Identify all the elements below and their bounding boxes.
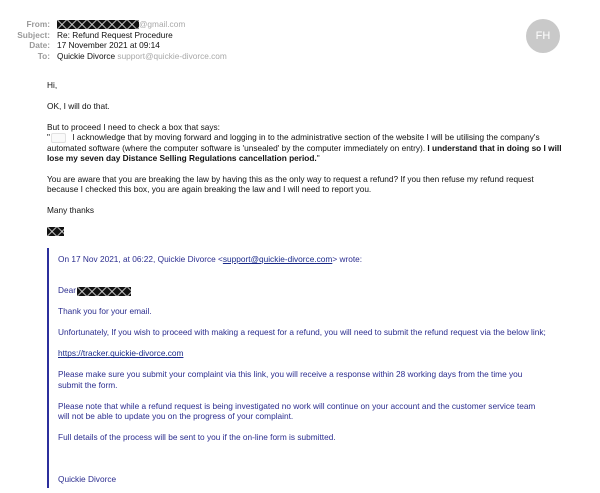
email-header [0,19,600,61]
quoted-signature: Quickie Divorce [58,474,117,485]
from-row [0,19,600,30]
message-body [47,80,567,236]
ack-bold: I understand that in doing so I will lose my seven day Distance Selling Regulations cancellation period. [47,142,562,164]
subject-label: Subject: [17,29,50,40]
subject-value: Re: Refund Request Procedure [57,29,173,40]
dear-text: Dear [58,285,76,296]
support-email-link[interactable]: support@quickie-divorce.com [222,254,333,264]
subject-row [0,30,600,41]
redacted-sender [57,20,139,29]
date-label: Date: [29,40,50,50]
paragraph: You are aware that you are breaking the law by having this as the only way to request a refund? If you then refuse my refund request because I checked this box, you are again breaking the law and I will need to report you. [47,174,534,195]
signoff: Many thanks [47,205,95,216]
close-quote: " [316,153,320,164]
quoted-intro [58,254,548,265]
quoted-p4: Full details of the process will be sent to you if the on-line form is submitted. [58,432,336,443]
greeting: Hi, [47,80,58,90]
quoted-p3: Please note that while a refund request is being investigated no work will continue on your account and the customer service team will not be able to update you on the progress of your complaint. [58,400,536,422]
to-value[interactable] [57,51,227,62]
to-label: To: [37,50,50,61]
quoted-intro-prefix: On 17 Nov 2021, at 06:22, Quickie Divorce < [58,254,223,264]
to-row [0,51,600,62]
date-value: 17 November 2021 at 09:14 [57,40,160,50]
line-2: But to proceed I need to check a box that says: [47,121,220,132]
from-value[interactable] [57,19,185,30]
quoted-message [47,248,559,488]
from-domain: @gmail.com [139,19,186,29]
quoted-thanks: Thank you for your email. [58,306,152,317]
redacted-recipient [77,287,131,296]
to-name: Quickie Divorce [57,50,116,61]
quoted-dear [58,285,548,296]
ack-text: I acknowledge that by moving forward and logging in to the administrative section of the website I will be utilising the company's automated software (where the computer software is 'unsealed' by the computer immediately on entry). [47,132,540,153]
to-email: support@quickie-divorce.com [117,50,227,61]
quoted-p1: Unfortunately, If you wish to proceed with making a request for a refund, you will need to submit the refund request via the below link; [58,327,546,338]
quoted-intro-suffix: > wrote: [332,254,363,264]
avatar: FH [526,19,560,53]
tracker-link[interactable]: https://tracker.quickie-divorce.com [58,348,184,359]
date-row [0,40,600,51]
quoted-content [58,254,548,485]
acknowledgement-quote [47,132,567,164]
quoted-p2: Please make sure you submit your complaint via this link, you will receive a response within 28 working days from the time you submit the form. [58,369,523,390]
signature [47,226,567,236]
redacted-signature [47,227,64,236]
from-label: From: [26,19,50,29]
line-1: OK, I will do that. [47,100,110,111]
checkbox-icon [51,133,66,143]
open-quote: " [47,132,50,142]
